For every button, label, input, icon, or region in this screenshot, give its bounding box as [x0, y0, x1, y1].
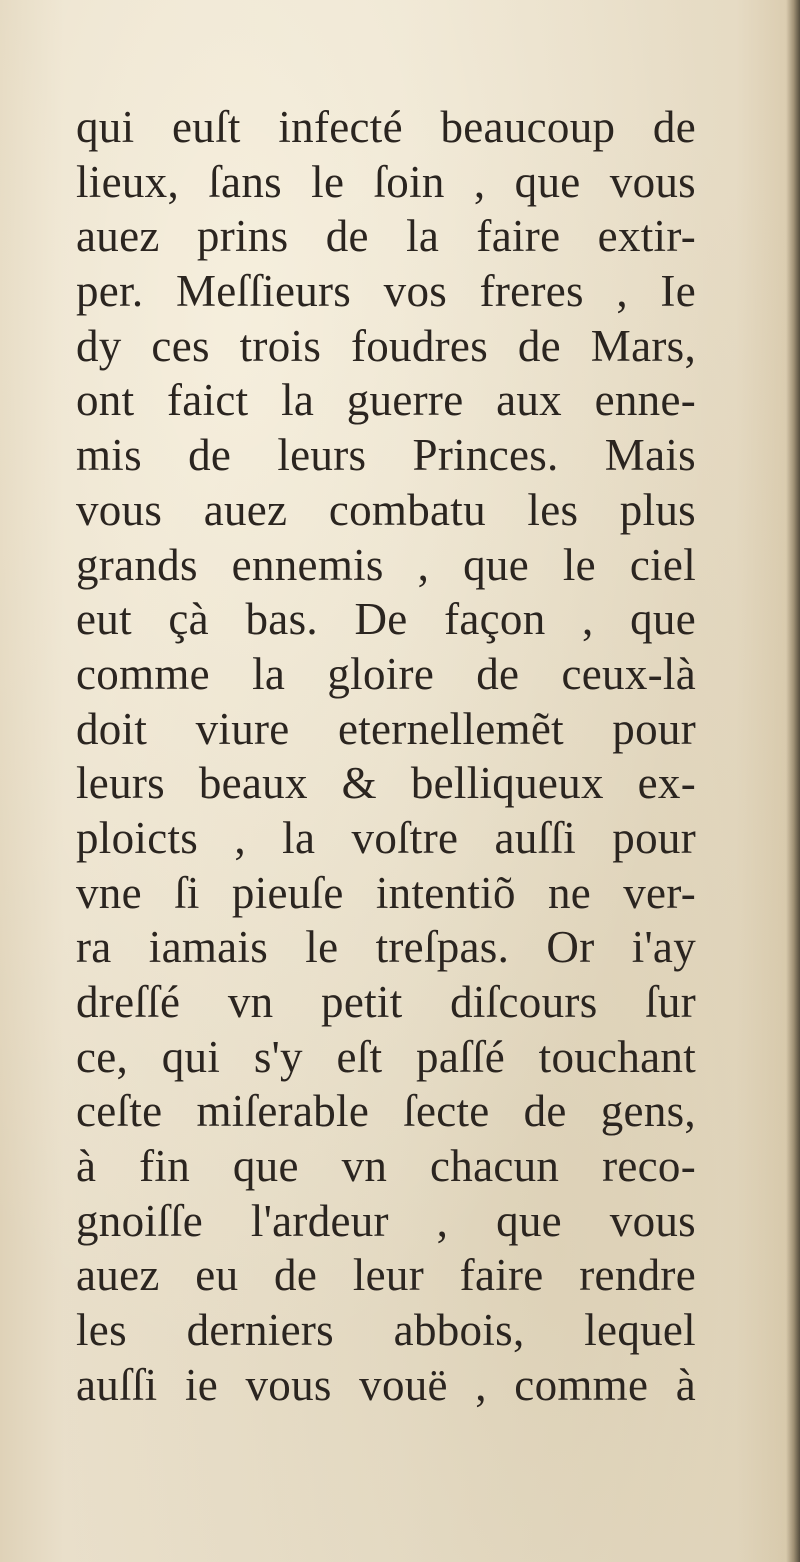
- text-line: qui euſt infecté beaucoup de: [76, 102, 696, 152]
- text-line: doit viure eternellemẽt pour: [76, 703, 696, 754]
- text-line: ceſte miſerable ſecte de gens,: [76, 1086, 696, 1137]
- text-line: auſſi ie vous vouë , comme à: [76, 1359, 696, 1410]
- text-line: grands ennemis , que le ciel: [76, 539, 696, 590]
- text-line: comme la gloire de ceux-là: [76, 648, 696, 699]
- text-line: dreſſé vn petit diſcours ſur: [76, 977, 696, 1027]
- text-line: eut çà bas. De façon , que: [76, 594, 696, 645]
- text-line: auez eu de leur faire rendre: [76, 1250, 696, 1301]
- text-line: ra iamais le treſpas. Or i'ay: [76, 922, 696, 973]
- text-line: les derniers abbois, lequel: [76, 1305, 696, 1356]
- text-line: dy ces trois foudres de Mars,: [76, 320, 696, 371]
- text-line: leurs beaux & belliqueux ex-: [76, 758, 696, 809]
- text-line: per. Meſſieurs vos freres , Ie: [76, 266, 696, 317]
- text-line: ont faict la guerre aux enne-: [76, 375, 696, 426]
- text-line: ploicts , la voſtre auſſi pour: [76, 812, 696, 863]
- text-line: vous auez combatu les plus: [76, 484, 696, 535]
- text-line: mis de leurs Princes. Mais: [76, 430, 696, 481]
- text-line: vne ſi pieuſe intentiõ ne ver-: [76, 867, 696, 918]
- text-line: ce, qui s'y eſt paſſé touchant: [76, 1031, 696, 1082]
- page-gutter-shadow: [786, 0, 800, 1562]
- text-line: lieux, ſans le ſoin , que vous: [76, 156, 696, 207]
- text-block: [76, 100, 696, 1413]
- text-line: auez prins de la faire extir-: [76, 211, 696, 262]
- text-line: à fin que vn chacun reco-: [76, 1141, 696, 1192]
- text-line: gnoiſſe l'ardeur , que vous: [76, 1195, 696, 1246]
